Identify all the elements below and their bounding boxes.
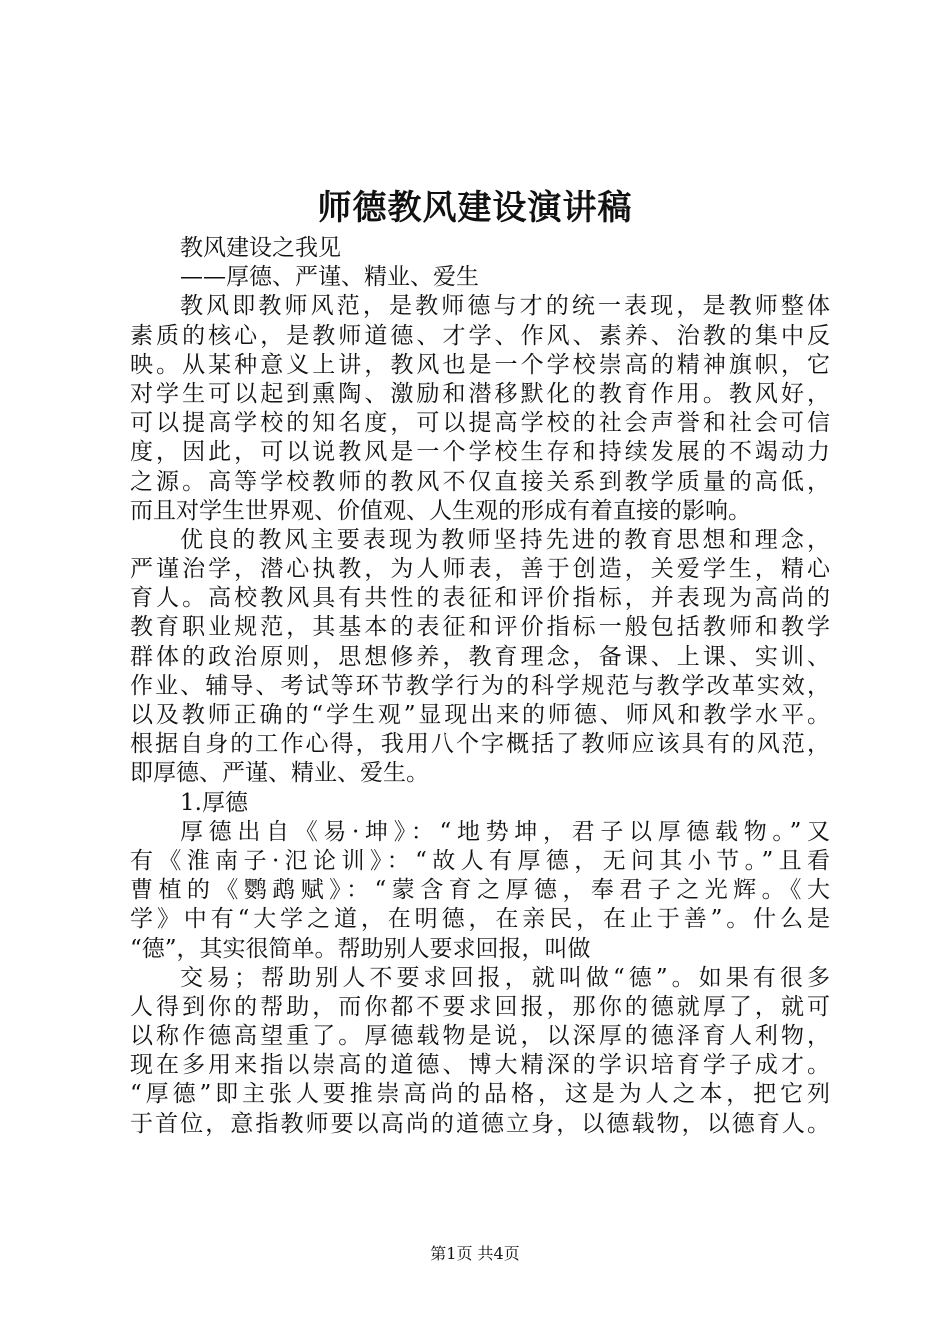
body-text-line: 育人。高校教风具有共性的表征和评价指标，并表现为高尚的	[130, 585, 830, 612]
body-text-line: 度，因此，可以说教风是一个学校生存和持续发展的不竭动力	[130, 439, 830, 466]
body-text-line: 1.厚德	[180, 789, 248, 816]
page-footer: 第1页 共4页	[430, 1244, 520, 1263]
body-text-line: 之源。高等学校教师的教风不仅直接关系到教学质量的高低，	[130, 468, 830, 495]
body-text-line: 而且对学生世界观、价值观、人生观的形成有着直接的影响。	[130, 497, 751, 524]
body-text-line: 严谨治学，潜心执教，为人师表，善于创造，关爱学生，精心	[130, 556, 830, 583]
body-text-line: ——厚德、严谨、精业、爱生	[180, 264, 479, 291]
body-text-line: 对学生可以起到熏陶、激励和潜移默化的教育作用。教风好，	[130, 380, 830, 407]
body-text-line: 即厚德、严谨、精业、爱生。	[130, 760, 429, 787]
body-text-line: 曹植的《鹦鹉赋》：“蒙含育之厚德，奉君子之光辉。《大	[130, 877, 830, 904]
body-text-line: 人得到你的帮助，而你都不要求回报，那你的德就厚了，就可	[130, 993, 830, 1020]
body-text-line: 学》中有“大学之道，在明德，在亲民，在止于善”。什么是	[130, 906, 830, 933]
body-text-line: 以称作德高望重了。厚德载物是说，以深厚的德泽育人利物，	[130, 1023, 830, 1050]
body-text-line: 教育职业规范，其基本的表征和评价指标一般包括教师和教学	[130, 614, 830, 641]
body-text-line: 以及教师正确的“学生观”显现出来的师德、师风和教学水平。	[130, 702, 830, 728]
body-text-line: 群体的政治原则，思想修养，教育理念，备课、上课、实训、	[130, 643, 830, 670]
body-text-line: 根据自身的工作心得，我用八个字概括了教师应该具有的风范，	[130, 731, 830, 758]
body-text-line: 教风即教师风范，是教师德与才的统一表现，是教师整体	[180, 293, 830, 320]
body-text-line: 素质的核心，是教师道德、才学、作风、素养、治教的集中反	[130, 322, 830, 349]
body-text-line: 可以提高学校的知名度，可以提高学校的社会声誉和社会可信	[130, 410, 830, 437]
body-text-line: 优良的教风主要表现为教师坚持先进的教育思想和理念，	[180, 526, 830, 553]
document-body	[130, 234, 830, 1139]
body-text-line: 现在多用来指以崇高的道德、博大精深的学识培育学子成才。	[130, 1052, 830, 1079]
body-text-line: 映。从某种意义上讲，教风也是一个学校崇高的精神旗帜，它	[130, 351, 830, 378]
body-text-line: 厚德出自《易·坤》：“地势坤，君子以厚德载物。”又	[180, 818, 830, 845]
document-title: 师德教风建设演讲稿	[317, 188, 633, 228]
body-text-line: 有《淮南子·氾论训》：“故人有厚德，无问其小节。”且看	[130, 847, 830, 874]
body-text-line: 于首位，意指教师要以高尚的道德立身，以德载物，以德育人。	[130, 1110, 830, 1137]
body-text-line: 教风建设之我见	[180, 235, 341, 261]
body-text-line: 交易；帮助别人不要求回报，就叫做“德”。如果有很多	[180, 964, 830, 991]
body-text-line: 作业、辅导、考试等环节教学行为的科学规范与教学改革实效，	[130, 672, 830, 699]
body-text-line: “厚德”即主张人要推崇高尚的品格，这是为人之本，把它列	[130, 1081, 830, 1108]
body-text-line: “德”，其实很简单。帮助别人要求回报，叫做	[130, 935, 591, 962]
